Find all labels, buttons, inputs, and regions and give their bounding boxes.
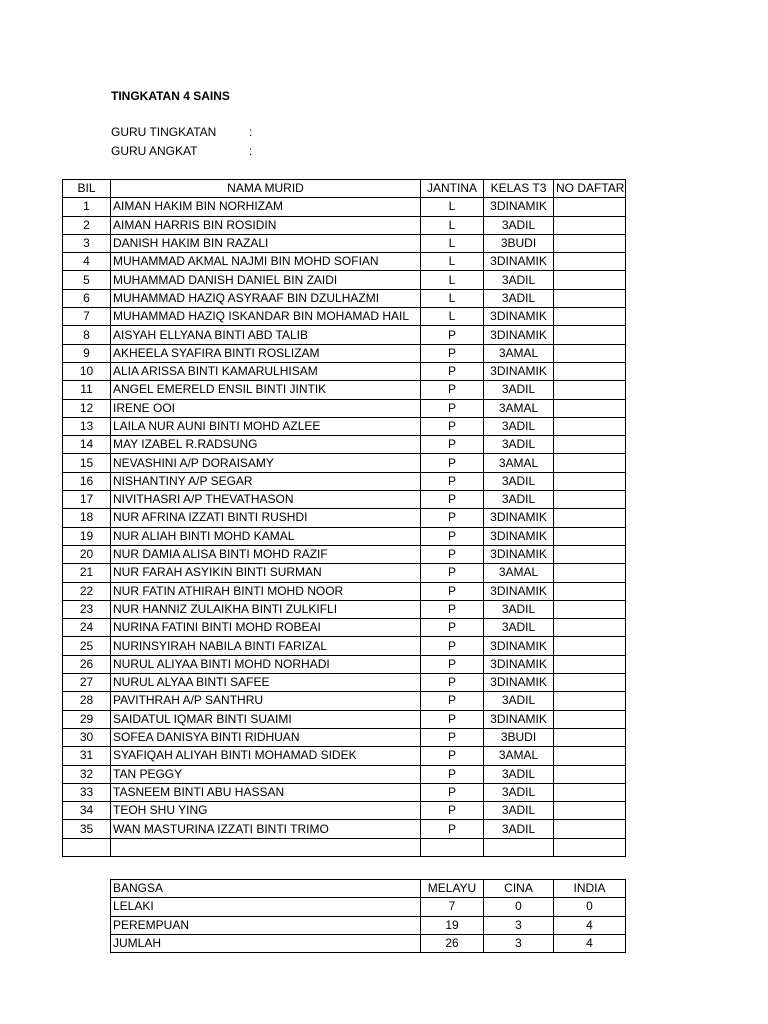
cell-kelas-t3: 3ADIL [484, 491, 554, 509]
table-row [63, 710, 626, 728]
cell-nama-murid: MAY IZABEL R.RADSUNG [111, 436, 421, 454]
cell-kelas-t3: 3AMAL [484, 747, 554, 765]
cell-jantina: P [421, 802, 484, 820]
cell-bil: 6 [63, 289, 111, 307]
cell-melayu: 7 [421, 898, 484, 916]
table-row [63, 728, 626, 746]
student-list-table [62, 179, 626, 857]
cell-kelas-t3: 3ADIL [484, 216, 554, 234]
cell-jantina: P [421, 600, 484, 618]
cell-jantina: P [421, 674, 484, 692]
cell-bil: 21 [63, 564, 111, 582]
cell-no-daftar [554, 362, 626, 380]
cell-nama-murid: NURUL ALYAA BINTI SAFEE [111, 674, 421, 692]
cell-no-daftar [554, 527, 626, 545]
cell-no-daftar [554, 344, 626, 362]
summary-header-row [111, 880, 626, 898]
cell-nama-murid: NIVITHASRI A/P THEVATHASON [111, 491, 421, 509]
cell-nama-murid: MUHAMMAD DANISH DANIEL BIN ZAIDI [111, 271, 421, 289]
cell-bil: 20 [63, 545, 111, 563]
cell-kelas-t3: 3ADIL [484, 692, 554, 710]
cell-bil: 7 [63, 308, 111, 326]
cell-no-daftar [554, 545, 626, 563]
cell-bil: 13 [63, 417, 111, 435]
cell-no-daftar [554, 747, 626, 765]
cell-bil: 34 [63, 802, 111, 820]
cell-bil: 26 [63, 655, 111, 673]
cell-kelas-t3: 3AMAL [484, 564, 554, 582]
cell-no-daftar [554, 216, 626, 234]
table-row [63, 747, 626, 765]
table-row [63, 527, 626, 545]
cell-jantina: P [421, 399, 484, 417]
cell-jantina: P [421, 619, 484, 637]
table-row [63, 783, 626, 801]
cell-no-daftar [554, 491, 626, 509]
cell-bil: 35 [63, 820, 111, 838]
cell-kelas-t3: 3AMAL [484, 344, 554, 362]
table-row [63, 417, 626, 435]
cell-no-daftar [554, 326, 626, 344]
table-row [63, 381, 626, 399]
cell-no-daftar [554, 655, 626, 673]
cell-kelas-t3: 3ADIL [484, 765, 554, 783]
cell-category: PEREMPUAN [111, 916, 421, 934]
table-row [63, 399, 626, 417]
cell-no-daftar [554, 728, 626, 746]
cell-nama-murid: MUHAMMAD HAZIQ ISKANDAR BIN MOHAMAD HAIL [111, 308, 421, 326]
cell-jantina: P [421, 527, 484, 545]
cell-jantina: L [421, 271, 484, 289]
cell-kelas-t3: 3DINAMIK [484, 527, 554, 545]
cell-bil: 15 [63, 454, 111, 472]
table-row [63, 600, 626, 618]
cell-kelas-t3: 3AMAL [484, 454, 554, 472]
table-row [63, 509, 626, 527]
guru-tingkatan-label: GURU TINGKATAN [111, 125, 217, 139]
cell-no-daftar [554, 399, 626, 417]
race-summary-table [110, 879, 626, 953]
cell-nama-murid: SAIDATUL IQMAR BINTI SUAIMI [111, 710, 421, 728]
table-row [63, 198, 626, 216]
cell-nama-murid [111, 838, 421, 856]
cell-bil: 27 [63, 674, 111, 692]
table-row [63, 765, 626, 783]
cell-bil: 24 [63, 619, 111, 637]
guru-tingkatan-colon: : [249, 125, 253, 139]
cell-bil: 30 [63, 728, 111, 746]
table-row [63, 674, 626, 692]
table-row [63, 820, 626, 838]
cell-bil: 32 [63, 765, 111, 783]
cell-nama-murid: NUR DAMIA ALISA BINTI MOHD RAZIF [111, 545, 421, 563]
cell-no-daftar [554, 600, 626, 618]
cell-bil: 9 [63, 344, 111, 362]
cell-no-daftar [554, 417, 626, 435]
cell-jantina: P [421, 417, 484, 435]
cell-jantina: P [421, 491, 484, 509]
cell-jantina: P [421, 692, 484, 710]
header-cina: CINA [484, 880, 554, 898]
cell-nama-murid: IRENE OOI [111, 399, 421, 417]
cell-jantina: L [421, 198, 484, 216]
cell-kelas-t3: 3DINAMIK [484, 582, 554, 600]
page-title: TINGKATAN 4 SAINS [111, 89, 230, 103]
cell-nama-murid: NURINSYIRAH NABILA BINTI FARIZAL [111, 637, 421, 655]
cell-nama-murid: NISHANTINY A/P SEGAR [111, 472, 421, 490]
cell-jantina: P [421, 362, 484, 380]
guru-angkat-label: GURU ANGKAT [111, 144, 198, 158]
header-melayu: MELAYU [421, 880, 484, 898]
header-bil: BIL [63, 180, 111, 198]
cell-jantina: L [421, 216, 484, 234]
cell-nama-murid: NUR AFRINA IZZATI BINTI RUSHDI [111, 509, 421, 527]
cell-nama-murid: WAN MASTURINA IZZATI BINTI TRIMO [111, 820, 421, 838]
table-row [63, 655, 626, 673]
cell-nama-murid: TEOH SHU YING [111, 802, 421, 820]
header-india: INDIA [554, 880, 626, 898]
cell-kelas-t3: 3DINAMIK [484, 674, 554, 692]
table-row [63, 637, 626, 655]
cell-jantina: P [421, 637, 484, 655]
cell-melayu: 26 [421, 934, 484, 952]
cell-kelas-t3: 3DINAMIK [484, 545, 554, 563]
cell-nama-murid: AISYAH ELLYANA BINTI ABD TALIB [111, 326, 421, 344]
cell-jantina: P [421, 783, 484, 801]
table-row [63, 454, 626, 472]
cell-bil: 25 [63, 637, 111, 655]
cell-no-daftar [554, 253, 626, 271]
cell-no-daftar [554, 436, 626, 454]
summary-row [111, 916, 626, 934]
table-row [63, 271, 626, 289]
table-row [63, 344, 626, 362]
cell-no-daftar [554, 509, 626, 527]
table-row [63, 253, 626, 271]
cell-nama-murid: TAN PEGGY [111, 765, 421, 783]
cell-melayu: 19 [421, 916, 484, 934]
cell-nama-murid: NUR HANNIZ ZULAIKHA BINTI ZULKIFLI [111, 600, 421, 618]
cell-no-daftar [554, 198, 626, 216]
summary-row [111, 898, 626, 916]
cell-nama-murid: SYAFIQAH ALIYAH BINTI MOHAMAD SIDEK [111, 747, 421, 765]
cell-bil: 2 [63, 216, 111, 234]
cell-kelas-t3: 3DINAMIK [484, 362, 554, 380]
table-row [63, 472, 626, 490]
cell-no-daftar [554, 637, 626, 655]
cell-jantina: P [421, 454, 484, 472]
cell-bil [63, 838, 111, 856]
cell-kelas-t3: 3ADIL [484, 472, 554, 490]
cell-no-daftar [554, 472, 626, 490]
table-row [63, 838, 626, 856]
cell-jantina: P [421, 436, 484, 454]
cell-jantina: L [421, 308, 484, 326]
cell-bil: 33 [63, 783, 111, 801]
cell-jantina: P [421, 564, 484, 582]
cell-jantina: P [421, 747, 484, 765]
cell-bil: 31 [63, 747, 111, 765]
cell-kelas-t3: 3ADIL [484, 271, 554, 289]
cell-india: 4 [554, 916, 626, 934]
cell-bil: 16 [63, 472, 111, 490]
cell-bil: 22 [63, 582, 111, 600]
summary-row [111, 934, 626, 952]
cell-jantina: P [421, 344, 484, 362]
guru-angkat-colon: : [249, 144, 253, 158]
cell-no-daftar [554, 838, 626, 856]
cell-kelas-t3: 3ADIL [484, 619, 554, 637]
cell-bil: 19 [63, 527, 111, 545]
cell-no-daftar [554, 582, 626, 600]
cell-jantina: P [421, 381, 484, 399]
cell-bil: 3 [63, 234, 111, 252]
cell-kelas-t3: 3DINAMIK [484, 637, 554, 655]
cell-jantina: P [421, 655, 484, 673]
cell-jantina [421, 838, 484, 856]
cell-no-daftar [554, 783, 626, 801]
cell-kelas-t3: 3ADIL [484, 417, 554, 435]
cell-no-daftar [554, 289, 626, 307]
cell-nama-murid: LAILA NUR AUNI BINTI MOHD AZLEE [111, 417, 421, 435]
cell-nama-murid: TASNEEM BINTI ABU HASSAN [111, 783, 421, 801]
cell-nama-murid: NURUL ALIYAA BINTI MOHD NORHADI [111, 655, 421, 673]
table-row [63, 234, 626, 252]
table-row [63, 326, 626, 344]
cell-nama-murid: PAVITHRAH A/P SANTHRU [111, 692, 421, 710]
cell-bil: 17 [63, 491, 111, 509]
cell-jantina: P [421, 765, 484, 783]
cell-no-daftar [554, 308, 626, 326]
cell-bil: 4 [63, 253, 111, 271]
cell-cina: 3 [484, 934, 554, 952]
cell-no-daftar [554, 765, 626, 783]
cell-kelas-t3: 3ADIL [484, 802, 554, 820]
cell-jantina: P [421, 545, 484, 563]
cell-india: 4 [554, 934, 626, 952]
cell-bil: 5 [63, 271, 111, 289]
cell-bil: 18 [63, 509, 111, 527]
cell-cina: 3 [484, 916, 554, 934]
cell-bil: 8 [63, 326, 111, 344]
cell-kelas-t3: 3ADIL [484, 436, 554, 454]
cell-no-daftar [554, 674, 626, 692]
cell-jantina: L [421, 289, 484, 307]
cell-kelas-t3: 3DINAMIK [484, 655, 554, 673]
cell-jantina: L [421, 234, 484, 252]
cell-kelas-t3: 3ADIL [484, 289, 554, 307]
cell-nama-murid: NURINA FATINI BINTI MOHD ROBEAI [111, 619, 421, 637]
cell-kelas-t3: 3DINAMIK [484, 326, 554, 344]
table-row [63, 289, 626, 307]
cell-no-daftar [554, 381, 626, 399]
header-nama-murid: NAMA MURID [111, 180, 421, 198]
cell-no-daftar [554, 802, 626, 820]
cell-bil: 12 [63, 399, 111, 417]
cell-category: JUMLAH [111, 934, 421, 952]
cell-india: 0 [554, 898, 626, 916]
cell-nama-murid: DANISH HAKIM BIN RAZALI [111, 234, 421, 252]
cell-nama-murid: NUR ALIAH BINTI MOHD KAMAL [111, 527, 421, 545]
header-kelas-t3: KELAS T3 [484, 180, 554, 198]
cell-jantina: P [421, 820, 484, 838]
cell-kelas-t3: 3ADIL [484, 783, 554, 801]
table-row [63, 308, 626, 326]
cell-no-daftar [554, 692, 626, 710]
header-no-daftar: NO DAFTAR [554, 180, 626, 198]
cell-jantina: P [421, 728, 484, 746]
cell-jantina: P [421, 509, 484, 527]
cell-kelas-t3: 3BUDI [484, 728, 554, 746]
cell-bil: 29 [63, 710, 111, 728]
cell-kelas-t3: 3BUDI [484, 234, 554, 252]
cell-bil: 23 [63, 600, 111, 618]
cell-jantina: P [421, 326, 484, 344]
cell-jantina: P [421, 582, 484, 600]
cell-no-daftar [554, 619, 626, 637]
cell-nama-murid: NUR FARAH ASYIKIN BINTI SURMAN [111, 564, 421, 582]
cell-nama-murid: SOFEA DANISYA BINTI RIDHUAN [111, 728, 421, 746]
cell-nama-murid: ANGEL EMERELD ENSIL BINTI JINTIK [111, 381, 421, 399]
cell-jantina: L [421, 253, 484, 271]
cell-nama-murid: AKHEELA SYAFIRA BINTI ROSLIZAM [111, 344, 421, 362]
student-table-header-row [63, 180, 626, 198]
cell-kelas-t3: 3ADIL [484, 600, 554, 618]
cell-kelas-t3: 3DINAMIK [484, 710, 554, 728]
cell-kelas-t3: 3DINAMIK [484, 308, 554, 326]
table-row [63, 545, 626, 563]
table-row [63, 692, 626, 710]
cell-no-daftar [554, 820, 626, 838]
cell-nama-murid: MUHAMMAD HAZIQ ASYRAAF BIN DZULHAZMI [111, 289, 421, 307]
table-row [63, 491, 626, 509]
cell-nama-murid: ALIA ARISSA BINTI KAMARULHISAM [111, 362, 421, 380]
cell-nama-murid: AIMAN HARRIS BIN ROSIDIN [111, 216, 421, 234]
table-row [63, 436, 626, 454]
cell-category: LELAKI [111, 898, 421, 916]
table-row [63, 564, 626, 582]
table-row [63, 619, 626, 637]
cell-bil: 1 [63, 198, 111, 216]
cell-bil: 28 [63, 692, 111, 710]
table-row [63, 216, 626, 234]
cell-no-daftar [554, 710, 626, 728]
cell-no-daftar [554, 564, 626, 582]
cell-no-daftar [554, 271, 626, 289]
cell-bil: 14 [63, 436, 111, 454]
cell-no-daftar [554, 234, 626, 252]
cell-bil: 10 [63, 362, 111, 380]
cell-kelas-t3: 3DINAMIK [484, 509, 554, 527]
cell-nama-murid: AIMAN HAKIM BIN NORHIZAM [111, 198, 421, 216]
table-row [63, 582, 626, 600]
cell-bil: 11 [63, 381, 111, 399]
cell-jantina: P [421, 710, 484, 728]
cell-kelas-t3: 3ADIL [484, 820, 554, 838]
header-jantina: JANTINA [421, 180, 484, 198]
cell-jantina: P [421, 472, 484, 490]
cell-nama-murid: NEVASHINI A/P DORAISAMY [111, 454, 421, 472]
header-bangsa: BANGSA [111, 880, 421, 898]
cell-kelas-t3: 3AMAL [484, 399, 554, 417]
cell-kelas-t3: 3ADIL [484, 381, 554, 399]
cell-no-daftar [554, 454, 626, 472]
cell-cina: 0 [484, 898, 554, 916]
table-row [63, 362, 626, 380]
table-row [63, 802, 626, 820]
cell-kelas-t3: 3DINAMIK [484, 253, 554, 271]
cell-nama-murid: MUHAMMAD AKMAL NAJMI BIN MOHD SOFIAN [111, 253, 421, 271]
cell-kelas-t3: 3DINAMIK [484, 198, 554, 216]
cell-nama-murid: NUR FATIN ATHIRAH BINTI MOHD NOOR [111, 582, 421, 600]
cell-kelas-t3 [484, 838, 554, 856]
